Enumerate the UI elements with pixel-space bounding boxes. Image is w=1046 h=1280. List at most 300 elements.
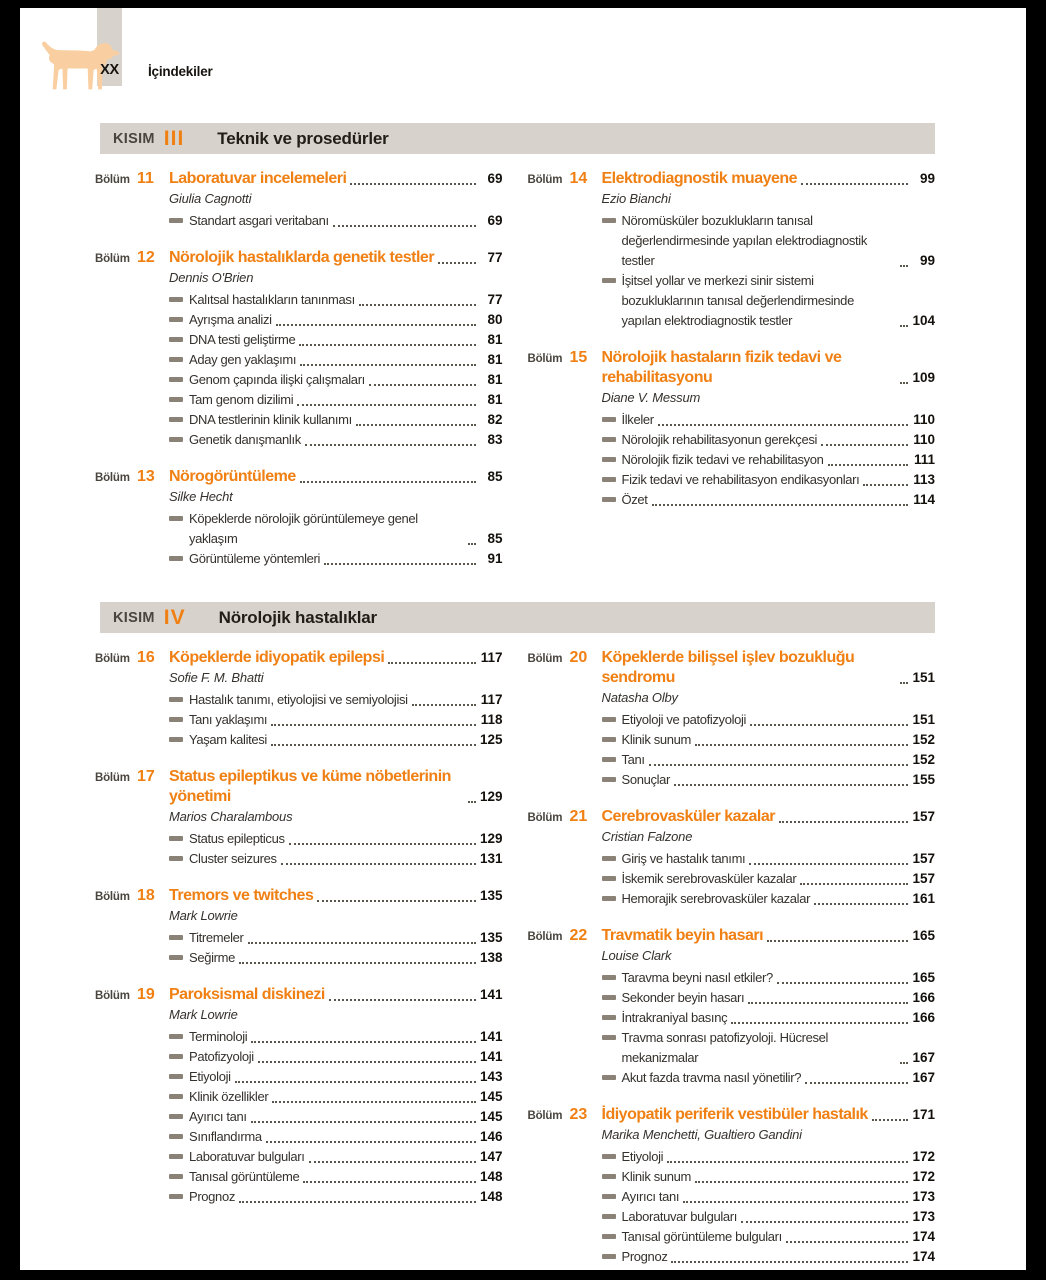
leader-dots [251, 1041, 475, 1043]
toc-item [602, 988, 936, 1008]
toc-column [95, 169, 503, 586]
chapter-main [602, 1105, 936, 1267]
chapter-items [169, 211, 503, 231]
dash-bullet-icon [169, 1034, 183, 1039]
toc-item-label: Yaşam kalitesi [189, 732, 267, 747]
toc-item-page: 117 [480, 692, 503, 707]
bolum-label: Bölüm [95, 772, 130, 784]
leader-dots [251, 1121, 476, 1123]
chapter-page: 69 [487, 171, 503, 186]
toc-item-label: Tanı [621, 752, 645, 767]
toc-item-label: Klinik özellikler [189, 1089, 269, 1104]
toc-item-label: Görüntüleme yöntemleri [189, 551, 321, 566]
bolum-label: Bölüm [527, 174, 563, 186]
toc-item [169, 1107, 503, 1127]
toc-item-page: 146 [479, 1129, 503, 1144]
dash-bullet-icon [602, 995, 616, 1000]
dash-bullet-icon [169, 297, 183, 302]
leader-dots [900, 325, 908, 327]
toc-item-page: 172 [912, 1169, 935, 1184]
kisim-label: KISIM [113, 609, 155, 626]
toc-item-page: 118 [480, 712, 503, 727]
page-number: XX [100, 62, 119, 78]
toc-item-page: 110 [913, 432, 935, 447]
toc-item-page: 167 [912, 1070, 935, 1085]
bolum-label: Bölüm [95, 653, 130, 665]
toc-item-page: 81 [487, 352, 503, 367]
toc-item-label: DNA testlerinin klinik kullanımı [189, 412, 352, 427]
chapter-title: Köpeklerde bilişsel işlev bozukluğu sendromu [601, 649, 855, 686]
toc-item [169, 290, 503, 310]
toc-item [169, 1147, 503, 1167]
toc-item-label: Özet [621, 492, 648, 507]
dash-bullet-icon [169, 1094, 183, 1099]
toc-item [169, 1127, 503, 1147]
chapter-title: Cerebrovasküler kazalar [601, 808, 775, 825]
chapter-title-row [602, 648, 936, 688]
chapter-number: 14 [569, 170, 588, 187]
toc-item-page: 152 [912, 732, 935, 747]
chapter-main [169, 169, 503, 231]
leader-dots [814, 903, 908, 905]
toc-item-page: 113 [913, 472, 935, 487]
toc-item-page: 141 [479, 1049, 503, 1064]
dash-bullet-icon [602, 876, 616, 881]
toc-column [528, 169, 936, 586]
toc-item [602, 490, 936, 510]
chapter-page: 129 [479, 789, 503, 804]
chapter-page: 165 [912, 928, 935, 943]
chapter-page: 151 [912, 670, 935, 685]
dash-bullet-icon [169, 717, 183, 722]
chapter-title-row [602, 1105, 936, 1125]
toc-item [602, 750, 936, 770]
toc-item-page: 129 [479, 831, 503, 846]
leader-dots [821, 444, 908, 446]
toc-item-page: 145 [479, 1089, 503, 1104]
dash-bullet-icon [602, 896, 616, 901]
toc-item-label: Aday gen yaklaşımı [189, 352, 297, 367]
chapter-number: 18 [137, 887, 155, 904]
toc-item [169, 849, 503, 869]
chapter-main [169, 886, 503, 968]
toc-item [602, 450, 936, 470]
chapter-page: 109 [912, 370, 935, 385]
dash-bullet-icon [602, 497, 616, 502]
leader-dots [388, 662, 475, 664]
toc-item [169, 1167, 503, 1187]
chapter-main [602, 169, 936, 331]
leader-dots [741, 1221, 908, 1223]
bolum-label: Bölüm [527, 931, 563, 943]
chapter-title: Travmatik beyin hasarı [601, 927, 764, 944]
toc-item-page: 172 [912, 1149, 935, 1164]
chapter-items [169, 509, 503, 569]
chapter-items [602, 968, 936, 1088]
dash-bullet-icon [169, 856, 183, 861]
toc-item-label: Tanı yaklaşımı [189, 712, 268, 727]
toc-item-page: 82 [487, 412, 503, 427]
toc-item-label: Travma sonrası patofizyoloji. Hücresel mekanizmalar [621, 1030, 829, 1065]
dash-bullet-icon [602, 278, 616, 283]
chapter-title: Elektrodiagnostik muayene [601, 170, 798, 187]
chapter-authors: Dennis O'Brien [169, 270, 254, 285]
leader-dots [695, 744, 908, 746]
toc-item-page: 81 [487, 372, 503, 387]
leader-dots [731, 1022, 908, 1024]
toc-item-label: Ayırıcı tanı [189, 1109, 247, 1124]
dash-bullet-icon [169, 836, 183, 841]
toc-item [602, 869, 936, 889]
toc-item [169, 710, 503, 730]
leader-dots [695, 1181, 908, 1183]
chapter-entry [528, 169, 936, 331]
toc-item-label: Nörolojik rehabilitasyonun gerekçesi [621, 432, 818, 447]
toc-item-label: Etiyoloji ve patofizyoloji [621, 712, 747, 727]
toc-item-page: 80 [487, 312, 503, 327]
kisim-section [95, 602, 935, 1280]
chapter-main [169, 648, 503, 750]
toc-item-page: 161 [912, 891, 935, 906]
leader-dots [674, 784, 908, 786]
dash-bullet-icon [602, 1015, 616, 1020]
dash-bullet-icon [602, 757, 616, 762]
chapter-page: 99 [919, 171, 935, 186]
chapter-main [169, 767, 503, 869]
dash-bullet-icon [169, 1114, 183, 1119]
toc-item-label: Seğirme [189, 950, 235, 965]
toc-item-label: Standart asgari veritabanı [189, 213, 329, 228]
dash-bullet-icon [169, 357, 183, 362]
toc-item-label: Etiyoloji [621, 1149, 664, 1164]
toc-column [528, 648, 936, 1280]
chapter-title: Laboratuvar incelemeleri [169, 170, 347, 187]
leader-dots [300, 364, 475, 366]
toc-item [602, 211, 936, 271]
toc-item [169, 509, 503, 549]
toc-item-page: 143 [479, 1069, 503, 1084]
kisim-numeral: IV [163, 605, 186, 629]
toc-item-label: Titremeler [189, 930, 244, 945]
chapter-items [602, 1147, 936, 1267]
toc-item-page: 141 [479, 1029, 503, 1044]
toc-item-label: Etiyoloji [189, 1069, 231, 1084]
chapter-page: 157 [912, 809, 935, 824]
toc-item-label: Patofizyoloji [189, 1049, 254, 1064]
chapter-page: 141 [479, 987, 503, 1002]
chapter-items [602, 710, 936, 790]
leader-dots [767, 940, 908, 942]
dash-bullet-icon [169, 955, 183, 960]
toc-item-page: 83 [487, 432, 503, 447]
toc-item [169, 310, 503, 330]
chapter-number: 20 [569, 649, 588, 666]
chapter-main [169, 248, 503, 450]
toc-item [602, 1008, 936, 1028]
toc-item [602, 271, 936, 331]
toc-item-page: 131 [479, 851, 503, 866]
scan-frame-top [0, 0, 1046, 8]
leader-dots [271, 744, 476, 746]
chapter-title-row [602, 169, 936, 189]
dash-bullet-icon [169, 935, 183, 940]
chapter-authors: Giulia Cagnotti [169, 191, 252, 206]
toc-item-label: Taravma beyni nasıl etkiler? [621, 970, 773, 985]
chapter-authors: Silke Hecht [169, 489, 233, 504]
dash-bullet-icon [602, 1154, 616, 1159]
toc-item [169, 390, 503, 410]
toc-item-label: Genom çapında ilişki çalışmaları [189, 372, 365, 387]
chapter-title: Köpeklerde idiyopatik epilepsi [169, 649, 385, 666]
bolum-label: Bölüm [95, 472, 130, 484]
leader-dots [297, 404, 475, 406]
leader-dots [412, 704, 476, 706]
dash-bullet-icon [602, 417, 616, 422]
toc-item [169, 549, 503, 569]
toc-item-page: 81 [487, 392, 503, 407]
leader-dots [248, 942, 476, 944]
toc-item-page: 138 [479, 950, 503, 965]
dash-bullet-icon [169, 1194, 183, 1199]
leader-dots [239, 1201, 476, 1203]
chapter-items [169, 690, 503, 750]
chapter-title-row [169, 169, 503, 189]
chapter-entry [95, 985, 503, 1207]
dash-bullet-icon [169, 317, 183, 322]
bolum-label: Bölüm [527, 353, 563, 365]
toc-item [169, 1027, 503, 1047]
toc-item [169, 690, 503, 710]
dash-bullet-icon [169, 218, 183, 223]
toc-item [169, 1087, 503, 1107]
bolum-label: Bölüm [95, 174, 130, 186]
chapter-page: 135 [479, 888, 503, 903]
chapter-entry [528, 1105, 936, 1267]
chapter-items [169, 829, 503, 869]
toc-item [602, 968, 936, 988]
toc-item [602, 730, 936, 750]
toc-item [602, 770, 936, 790]
dash-bullet-icon [602, 737, 616, 742]
leader-dots [801, 183, 908, 185]
chapter-page: 171 [912, 1107, 935, 1122]
chapter-title-row [169, 886, 503, 906]
chapter-title-row [602, 348, 936, 388]
chapter-items [169, 1027, 503, 1207]
toc-item-page: 152 [912, 752, 935, 767]
toc-column [95, 648, 503, 1280]
leader-dots [800, 883, 908, 885]
leader-dots [356, 424, 476, 426]
leader-dots [305, 444, 476, 446]
chapter-entry [95, 767, 503, 869]
toc-item [602, 1068, 936, 1088]
dash-bullet-icon [169, 1074, 183, 1079]
toc-item-label: Klinik sunum [621, 1169, 691, 1184]
toc-item-label: Tam genom dizilimi [189, 392, 294, 407]
toc-item-page: 111 [913, 452, 935, 467]
dash-bullet-icon [169, 437, 183, 442]
dash-bullet-icon [169, 397, 183, 402]
toc-item-label: Ayrışma analizi [189, 312, 272, 327]
toc-item-page: 167 [912, 1050, 935, 1065]
toc-item-page: 166 [912, 1010, 935, 1025]
leader-dots [317, 900, 475, 902]
dash-bullet-icon [602, 975, 616, 980]
chapter-main [602, 348, 936, 510]
dash-bullet-icon [602, 1234, 616, 1239]
kisim-numeral: III [163, 126, 185, 150]
chapter-entry [95, 886, 503, 968]
toc-item-page: 114 [913, 492, 935, 507]
chapter-authors: Cristian Falzone [601, 829, 693, 844]
chapter-authors: Diane V. Messum [601, 390, 701, 405]
toc-item [169, 211, 503, 231]
leader-dots [272, 1101, 475, 1103]
leader-dots [300, 481, 476, 483]
toc-item [602, 430, 936, 450]
dash-bullet-icon [602, 1075, 616, 1080]
chapter-title-row [169, 248, 503, 268]
kisim-header-bar [100, 123, 935, 154]
leader-dots [900, 265, 908, 267]
leader-dots [900, 1062, 908, 1064]
leader-dots [900, 682, 908, 684]
kisim-body [95, 169, 935, 586]
chapter-number: 13 [137, 468, 155, 485]
chapter-authors: Natasha Olby [601, 690, 678, 705]
toc-item-label: Laboratuvar bulguları [189, 1149, 305, 1164]
leader-dots [828, 464, 908, 466]
toc-item [169, 1187, 503, 1207]
toc-item-label: Nöromüsküler bozuklukların tanısal değerlendirmesinde yapılan elektrodiagnostik testler [621, 213, 867, 268]
chapter-number: 21 [569, 808, 588, 825]
chapter-page: 77 [487, 250, 503, 265]
toc-item [169, 730, 503, 750]
toc-item-label: Klinik sunum [621, 732, 691, 747]
bolum-label: Bölüm [95, 990, 130, 1002]
leader-dots [303, 1181, 475, 1183]
toc-item-page: 85 [487, 531, 503, 546]
toc-item-label: Tanısal görüntüleme [189, 1169, 300, 1184]
leader-dots [281, 863, 476, 865]
toc-item [602, 1028, 936, 1068]
chapter-items [169, 290, 503, 450]
leader-dots [667, 1161, 908, 1163]
dash-bullet-icon [169, 337, 183, 342]
leader-dots [333, 225, 476, 227]
dash-bullet-icon [602, 437, 616, 442]
chapter-items [602, 211, 936, 331]
toc-item-label: İskemik serebrovasküler kazalar [621, 871, 797, 886]
chapter-title: Tremors ve twitches [169, 887, 314, 904]
toc-item-page: 157 [912, 871, 935, 886]
leader-dots [235, 1081, 476, 1083]
bolum-label: Bölüm [527, 812, 563, 824]
toc-item [602, 470, 936, 490]
toc-item [602, 849, 936, 869]
leader-dots [276, 324, 476, 326]
leader-dots [258, 1061, 476, 1063]
chapter-items [602, 849, 936, 909]
toc-item-page: 69 [487, 213, 503, 228]
dash-bullet-icon [602, 457, 616, 462]
chapter-title: Nörolojik hastalıklarda genetik testler [169, 249, 435, 266]
toc-item [602, 1167, 936, 1187]
toc-item-page: 173 [912, 1189, 935, 1204]
leader-dots [359, 304, 476, 306]
toc-item-label: Sekonder beyin hasarı [621, 990, 745, 1005]
leader-dots [805, 1082, 908, 1084]
dash-bullet-icon [602, 777, 616, 782]
chapter-title: Paroksismal diskinezi [169, 986, 325, 1003]
chapter-number: 23 [569, 1106, 588, 1123]
chapter-title-row [169, 467, 503, 487]
toc-item [602, 1147, 936, 1167]
chapter-authors: Louise Clark [601, 948, 672, 963]
toc-item [169, 1047, 503, 1067]
toc-item [602, 410, 936, 430]
dash-bullet-icon [169, 1054, 183, 1059]
toc-item [602, 1227, 936, 1247]
leader-dots [779, 821, 908, 823]
dash-bullet-icon [169, 737, 183, 742]
dash-bullet-icon [169, 697, 183, 702]
chapter-main [602, 648, 936, 790]
leader-dots [309, 1161, 476, 1163]
toc-item [602, 1207, 936, 1227]
chapter-authors: Mark Lowrie [169, 1007, 238, 1022]
toc-item [602, 710, 936, 730]
chapter-title-row [602, 807, 936, 827]
dash-bullet-icon [602, 1035, 616, 1040]
toc-item-page: 148 [479, 1169, 503, 1184]
dash-bullet-icon [602, 477, 616, 482]
dash-bullet-icon [602, 856, 616, 861]
toc-item-page: 125 [479, 732, 503, 747]
dash-bullet-icon [602, 1194, 616, 1199]
toc-item-label: Giriş ve hastalık tanımı [621, 851, 746, 866]
toc-item [169, 430, 503, 450]
toc-item [169, 1067, 503, 1087]
dash-bullet-icon [169, 1134, 183, 1139]
leader-dots [324, 563, 475, 565]
toc-item [169, 350, 503, 370]
toc-item-label: İlkeler [621, 412, 654, 427]
toc-item-label: Ayırıcı tanı [621, 1189, 680, 1204]
chapter-main [602, 926, 936, 1088]
toc-item-page: 174 [912, 1249, 935, 1264]
toc-item-label: Köpeklerde nörolojik görüntülemeye genel yaklaşım [189, 511, 418, 546]
dash-bullet-icon [169, 417, 183, 422]
toc-item-label: Tanısal görüntüleme bulguları [621, 1229, 782, 1244]
toc-item-page: 173 [912, 1209, 935, 1224]
kisim-body [95, 648, 935, 1280]
toc-item-label: Genetik danışmanlık [189, 432, 301, 447]
toc-item [169, 410, 503, 430]
chapter-items [602, 410, 936, 510]
chapter-number: 11 [137, 170, 154, 187]
toc-item-label: Fizik tedavi ve rehabilitasyon endikasyonları [621, 472, 860, 487]
kisim-section [95, 123, 935, 586]
toc-item [169, 829, 503, 849]
chapter-authors: Sofie F. M. Bhatti [169, 670, 264, 685]
toc-item-page: 91 [487, 551, 503, 566]
chapter-entry [528, 926, 936, 1088]
toc-item-label: İşitsel yollar ve merkezi sinir sistemi bozukluklarının tanısal değerlendirmesinde yapılan elektrodiagnostik testler [621, 273, 854, 328]
bolum-label: Bölüm [527, 1110, 563, 1122]
toc-item-page: 99 [919, 253, 935, 268]
